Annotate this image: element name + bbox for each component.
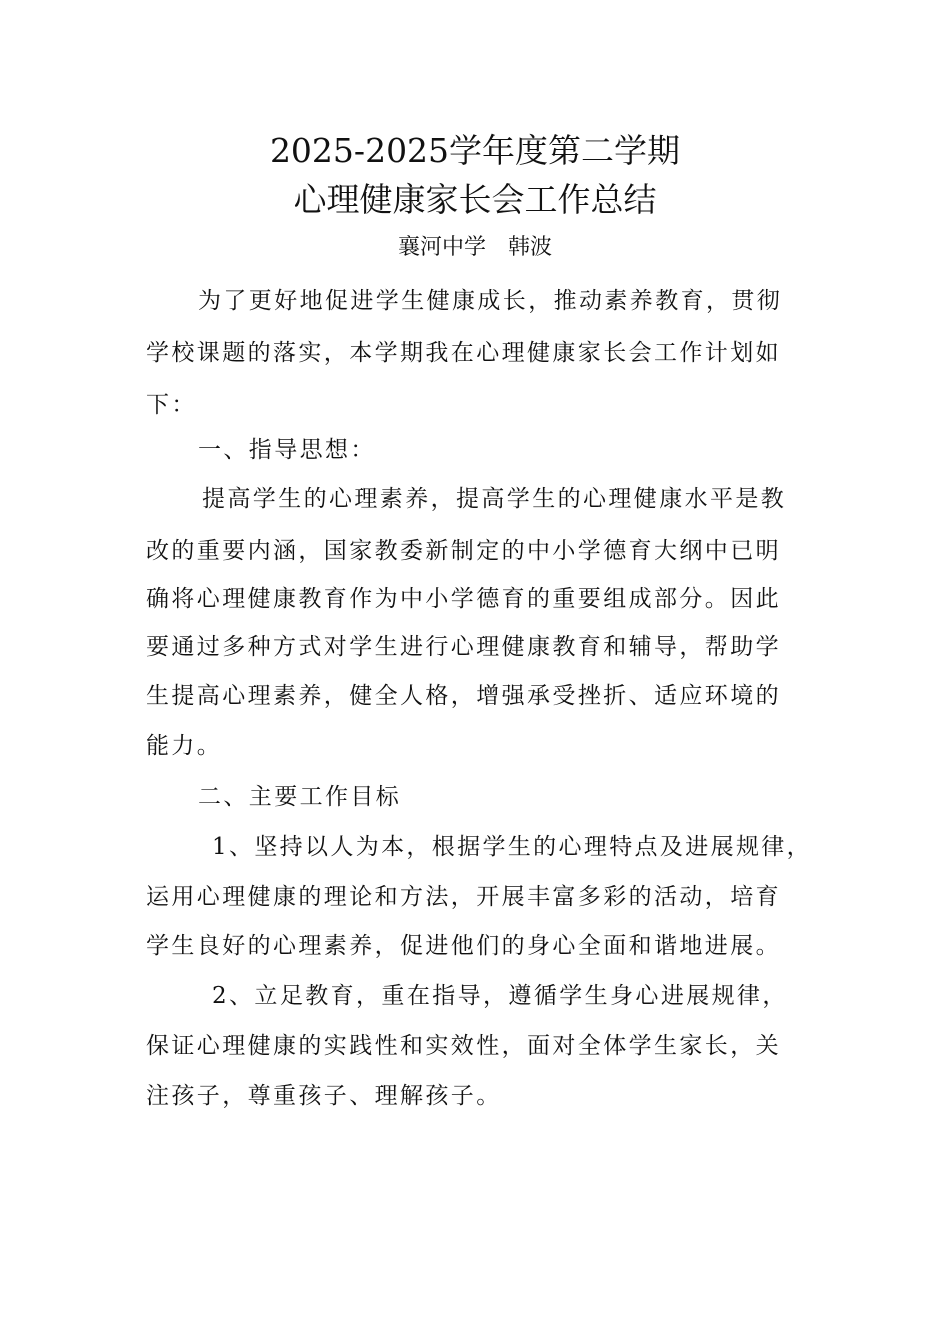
goal-2-line-1: 2、立足教育，重在指导，遵循学生身心进展规律， [212,983,788,1009]
author-line: 襄河中学 韩波 [397,235,552,260]
document-title-line1: 2025-2025学年度第二学期 [269,131,681,170]
guiding-line-3: 确将心理健康教育作为中小学德育的重要组成部分。因此 [146,586,781,612]
goal-1-line-1: 1、坚持以人为本，根据学生的心理特点及进展规律， [212,834,812,860]
guiding-line-6: 能力。 [146,733,223,759]
intro-line-2: 学校课题的落实，本学期我在心理健康家长会工作计划如 [146,340,781,366]
goal-2-line-2: 保证心理健康的实践性和实效性，面对全体学生家长，关 [146,1033,781,1059]
intro-line-3: 下： [146,392,197,418]
guiding-line-1: 提高学生的心理素养，提高学生的心理健康水平是教 [202,486,787,512]
section-heading-1: 一、指导思想： [198,437,376,463]
guiding-line-4: 要通过多种方式对学生进行心理健康教育和辅导，帮助学 [146,634,781,660]
section-heading-2: 二、主要工作目标 [198,784,402,810]
goal-2-line-3: 注孩子，尊重孩子、理解孩子。 [146,1083,502,1109]
goal-1-line-2: 运用心理健康的理论和方法，开展丰富多彩的活动，培育 [146,884,781,910]
goal-1-line-3: 学生良好的心理素养，促进他们的身心全面和谐地进展。 [146,933,781,959]
guiding-line-5: 生提高心理素养，健全人格，增强承受挫折、适应环境的 [146,683,781,709]
intro-line-1: 为了更好地促进学生健康成长，推动素养教育，贯彻 [198,288,783,314]
document-title-line2: 心理健康家长会工作总结 [293,180,657,219]
guiding-line-2: 改的重要内涵，国家教委新制定的中小学德育大纲中已明 [146,538,781,564]
